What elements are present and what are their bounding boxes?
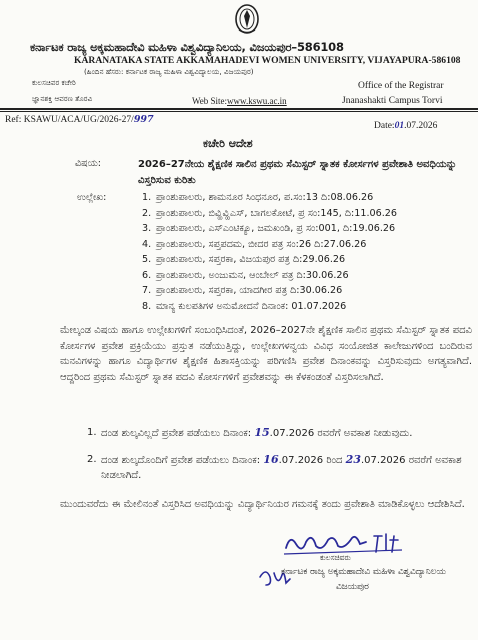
references-label: ಉಲ್ಲೇಖ: bbox=[77, 192, 107, 203]
subject-label: ವಿಷಯ: bbox=[75, 158, 101, 169]
list-item: 1. ಪ್ರಾಂಶುಪಾಲರು, ಶಾಮನೂರ ಸಿಂಧನೂರ, ಪ.ಸಂ:13 ದಿ:08.06.26 bbox=[142, 192, 374, 203]
handwritten-date: 16 bbox=[263, 452, 279, 466]
registrar-label: ಕುಲಸಚಿವರು bbox=[320, 553, 351, 562]
reference-handwritten-no: 997 bbox=[133, 114, 154, 125]
signature-city: ವಿಜಯಪುರ bbox=[336, 582, 369, 592]
handwritten-date: 15 bbox=[254, 426, 270, 439]
signature-university: ಕರ್ನಾಟಕ ರಾಜ್ಯ ಅಕ್ಕಮಹಾದೇವಿ ಮಹಿಳಾ ವಿಶ್ವವಿದ್ಯಾನಿಲಯ bbox=[281, 567, 446, 577]
reference-number bbox=[5, 114, 154, 125]
header-rule bbox=[0, 108, 478, 110]
website-link[interactable]: www.kswu.ac.in bbox=[227, 96, 287, 106]
list-item: 1. ದಂಡ ಶುಲ್ಕವಿಲ್ಲದೆ ಪ್ರವೇಶ ಪಡೆಯಲು ದಿನಾಂಕ: 15.07.2026 ರವರೆಗೆ ಅವಕಾಶ ನೀಡುವುದು. bbox=[87, 426, 413, 439]
document-date bbox=[374, 121, 437, 131]
list-item: 7. ಪ್ರಾಂಶುಪಾಲರು, ಸಪ್ತರಕಾ, ಯಾದಗೀರ ಪತ್ರ ದಿ:30.06.26 bbox=[142, 285, 343, 296]
date-handwritten: 01 bbox=[394, 121, 405, 131]
date-label: Date: bbox=[374, 121, 395, 131]
body-paragraph: ಮೇಲ್ಕಂಡ ವಿಷಯ ಹಾಗೂ ಉಲ್ಲೇಖಗಳಿಗೆ ಸಂಬಂಧಿಸಿದಂತೆ, 2026–2027ನೇ ಶೈಕ್ಷಣಿಕ ಸಾಲಿನ ಪ್ರಥಮ ಸೆಮಿಸ್ಟರ್ ಸ್ನಾತಕ ಪದವಿ ಕೋರ್ಸಗಳ ಪ್ರವೇಶ ಪ್ರಕ್ರಿಯೆಯು ಪ್ರಸ್ತುತ ನಡೆಯುತ್ತಿದ್ದು, ಉಲ್ಲೇಖಗಳನ್ವಯ ವಿವಿಧ ಸಂಯೋಜಿತ ಕಾಲೇಜುಗಳಿಂದ ಬಂದಿರುವ ಮನವಿಗಳನ್ನು ಹಾಗೂ ವಿದ್ಯಾರ್ಥಿಗಳ ಶೈಕ್ಷಣಿಕ ಹಿತಾಸಕ್ತಿಯನ್ನು ಪರಿಗಣಿಸಿ ಪ್ರವೇಶ ದಿನಾಂಕವನ್ನು ವಿಸ್ತರಿಸುವುದು ಅಗತ್ಯವಾಗಿದೆ. ಆದ್ದರಿಂದ ಪ್ರಥಮ ಸೆಮಿಸ್ಟರ್ ಸ್ನಾತಕ ಪದವಿ ಕೋರ್ಸಗಳಿಗೆ ಪ್ರವೇಶವನ್ನು ಈ ಕೆಳಕಂಡಂತೆ ವಿಸ್ತರಿಸಲಾಗಿದೆ. bbox=[60, 325, 472, 383]
list-item: 6. ಪ್ರಾಂಶುಪಾಲರು, ಅಂಜುಮನ, ಆಂಬೇಲ್ ಪತ್ರ ದಿ:30.06.26 bbox=[142, 269, 349, 281]
order-points bbox=[87, 425, 472, 494]
list-item: 2. ದಂಡ ಶುಲ್ಕದೊಂದಿಗೆ ಪ್ರವೇಶ ಪಡೆಯಲು ದಿನಾಂಕ: 16.07.2026 ರಿಂದ 23.07.2026 ರವರೆಗೆ ಅವಕಾಶ ನೀಡಲಾಗಿದೆ. bbox=[87, 452, 462, 481]
office-left-line1: ಕುಲಸಚಿವರ ಕಚೇರಿ bbox=[32, 78, 76, 87]
website bbox=[192, 96, 287, 106]
university-title-english: KARANATAKA STATE AKKAMAHADEVI WOMEN UNIVERSITY, VIJAYAPURA-586108 bbox=[74, 55, 461, 66]
university-former-name: (ಹಿಂದಿನ ಹೆಸರು: ಕರ್ನಾಟಕ ರಾಜ್ಯ ಮಹಿಳಾ ವಿಶ್ವವಿದ್ಯಾಲಯ, ವಿಜಯಪುರ) bbox=[84, 67, 254, 76]
list-item: 5. ಪ್ರಾಂಶುಪಾಲರು, ಸಪ್ತರಕಾ, ವಿಜಯಪುರ ಪತ್ರ ದಿ:29.06.26 bbox=[142, 254, 346, 265]
subject-text: 2026–27ನೇಯ ಶೈಕ್ಷಣಿಕ ಸಾಲಿನ ಪ್ರಥಮ ಸೆಮಿಸ್ಟರ್ ಸ್ನಾತಕ ಕೋರ್ಸಗಳ ಪ್ರವೇಶಾತಿ ಅವಧಿಯನ್ನು ವಿಸ್ತರಿಸುವ ಕುರಿತು bbox=[138, 159, 457, 186]
website-label: Web Site: bbox=[192, 96, 228, 106]
office-right-line2: Jnanashakti Campus Torvi bbox=[342, 96, 443, 106]
closing-paragraph: ಮುಂದುವರೆದು ಈ ಮೇಲಿನಂತೆ ವಿಸ್ತರಿಸಿದ ಅವಧಿಯನ್ನು ವಿದ್ಯಾರ್ಥಿನಿಯರ ಗಮನಕ್ಕೆ ತಂದು ಪ್ರವೇಶಾತಿ ಮಾಡಿಕೊಳ್ಳಲು ಆದೇಶಿಸಿದೆ. bbox=[60, 499, 465, 510]
list-item: 3. ಪ್ರಾಂಶುಪಾಲರು, ಎಸ್‌ಎಂಟಿಕ್ಯೂ, ಜಮಖಂಡಿ, ಪ್ರ ಸಂ:001, ದಿ:19.06.26 bbox=[142, 223, 396, 234]
university-title-kannada: ಕರ್ನಾಟಕ ರಾಜ್ಯ ಅಕ್ಕಮಹಾದೇವಿ ಮಹಿಳಾ ವಿಶ್ವವಿದ್ಯಾನಿಲಯ, ವಿಜಯಪುರ–586108 bbox=[30, 40, 344, 54]
list-item: 2. ಪ್ರಾಂಶುಪಾಲರು, ಬಿವ್ಹಿವ್ಹಿಎಸ್, ಬಾಗಲಕೋಟೆ, ಪ್ರ ಸಂ:145, ದಿ:11.06.26 bbox=[142, 207, 397, 219]
list-item: 8. ಮಾನ್ಯ ಕುಲಪತಿಗಳ ಅನುಮೋದನೆ ದಿನಾಂಕ: 01.07.2026 bbox=[142, 300, 347, 312]
references-list bbox=[142, 190, 397, 314]
university-emblem-icon bbox=[233, 2, 261, 36]
handwritten-date: 23 bbox=[345, 452, 361, 466]
reference-prefix: Ref: KSAWU/ACA/UG/2026-27/ bbox=[5, 115, 134, 125]
office-right-line1: Office of the Registrar bbox=[358, 81, 444, 91]
header-rule-thin bbox=[0, 111, 478, 112]
order-title: ಕಚೇರಿ ಆದೇಶ bbox=[203, 137, 253, 150]
list-item: 4. ಪ್ರಾಂಶುಪಾಲರು, ಸಪ್ತಪದಮ, ಬೀದರ ಪತ್ರ ಸಂ:26 ದಿ:27.06.26 bbox=[142, 238, 367, 250]
office-left-line2: ಜ್ಞಾನಶಕ್ತಿ ಆವರಣ ತೊರವಿ bbox=[32, 94, 93, 103]
date-rest: .07.2026 bbox=[404, 121, 438, 131]
